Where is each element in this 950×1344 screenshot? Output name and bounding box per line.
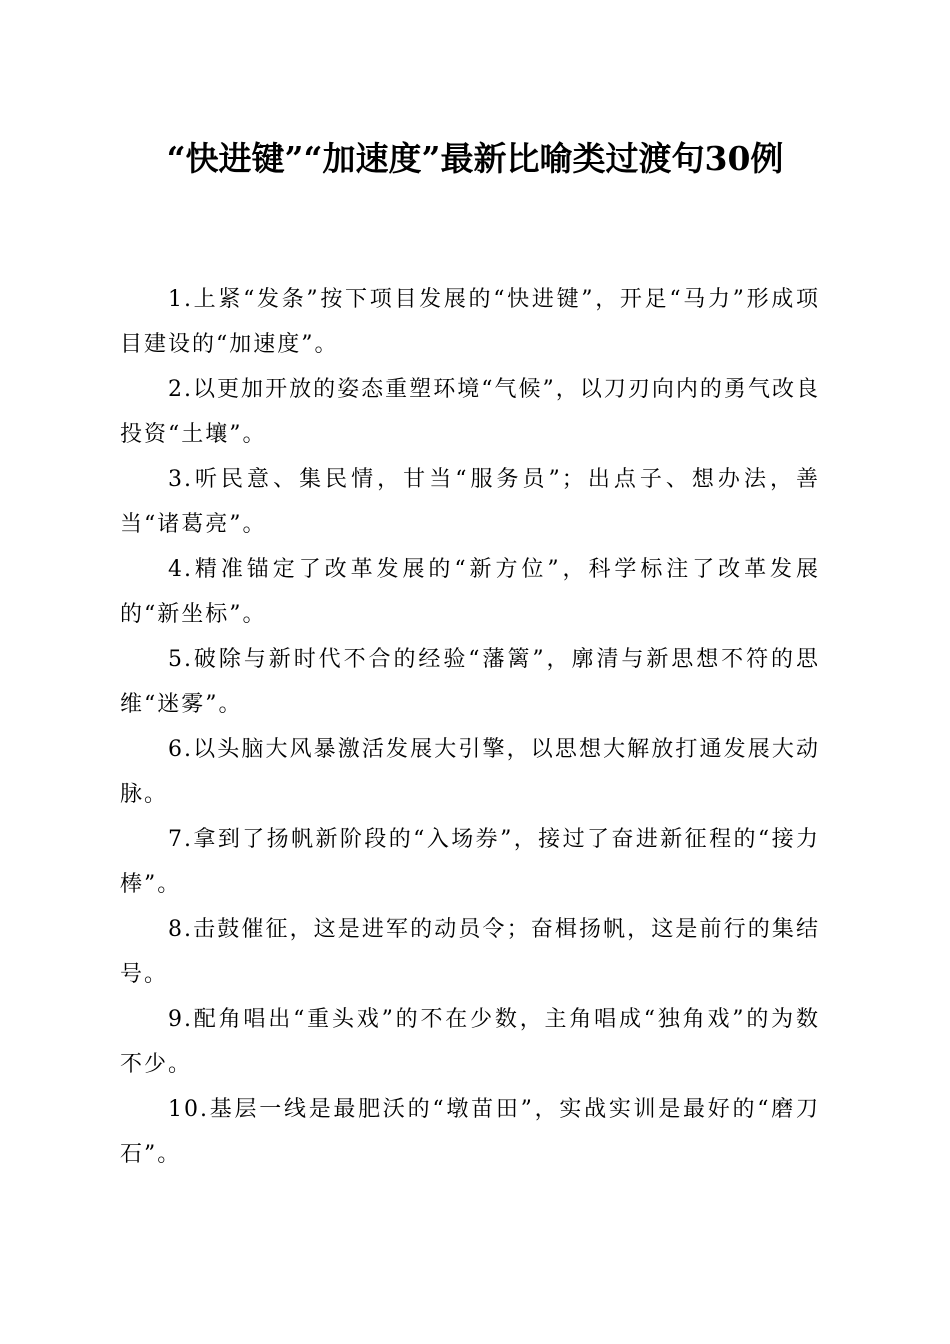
document-title: “快进键”“加速度”最新比喻类过渡句30例 [166,139,784,178]
paragraph-10: 10.基层一线是最肥沃的“墩苗田”，实战实训是最好的“磨刀石”。 [120,1097,820,1167]
paragraph-5: 5.破除与新时代不合的经验“藩篱”，廓清与新思想不符的思维“迷雾”。 [120,647,820,717]
paragraph-2: 2.以更加开放的姿态重塑环境“气候”，以刀刃向内的勇气改良投资“土壤”。 [120,377,820,447]
paragraph-9: 9.配角唱出“重头戏”的不在少数，主角唱成“独角戏”的为数不少。 [120,1007,820,1077]
paragraph-4: 4.精准锚定了改革发展的“新方位”，科学标注了改革发展的“新坐标”。 [120,557,820,627]
paragraph-6: 6.以头脑大风暴激活发展大引擎，以思想大解放打通发展大动脉。 [120,737,820,807]
paragraph-1: 1.上紧“发条”按下项目发展的“快进键”，开足“马力”形成项目建设的“加速度”。 [120,287,820,357]
paragraph-8: 8.击鼓催征，这是进军的动员令；奋楫扬帆，这是前行的集结号。 [120,917,820,987]
paragraph-3: 3.听民意、集民情，甘当“服务员”；出点子、想办法，善当“诸葛亮”。 [120,467,820,537]
paragraph-7: 7.拿到了扬帆新阶段的“入场券”，接过了奋进新征程的“接力棒”。 [120,827,820,897]
document-body [120,277,820,1177]
